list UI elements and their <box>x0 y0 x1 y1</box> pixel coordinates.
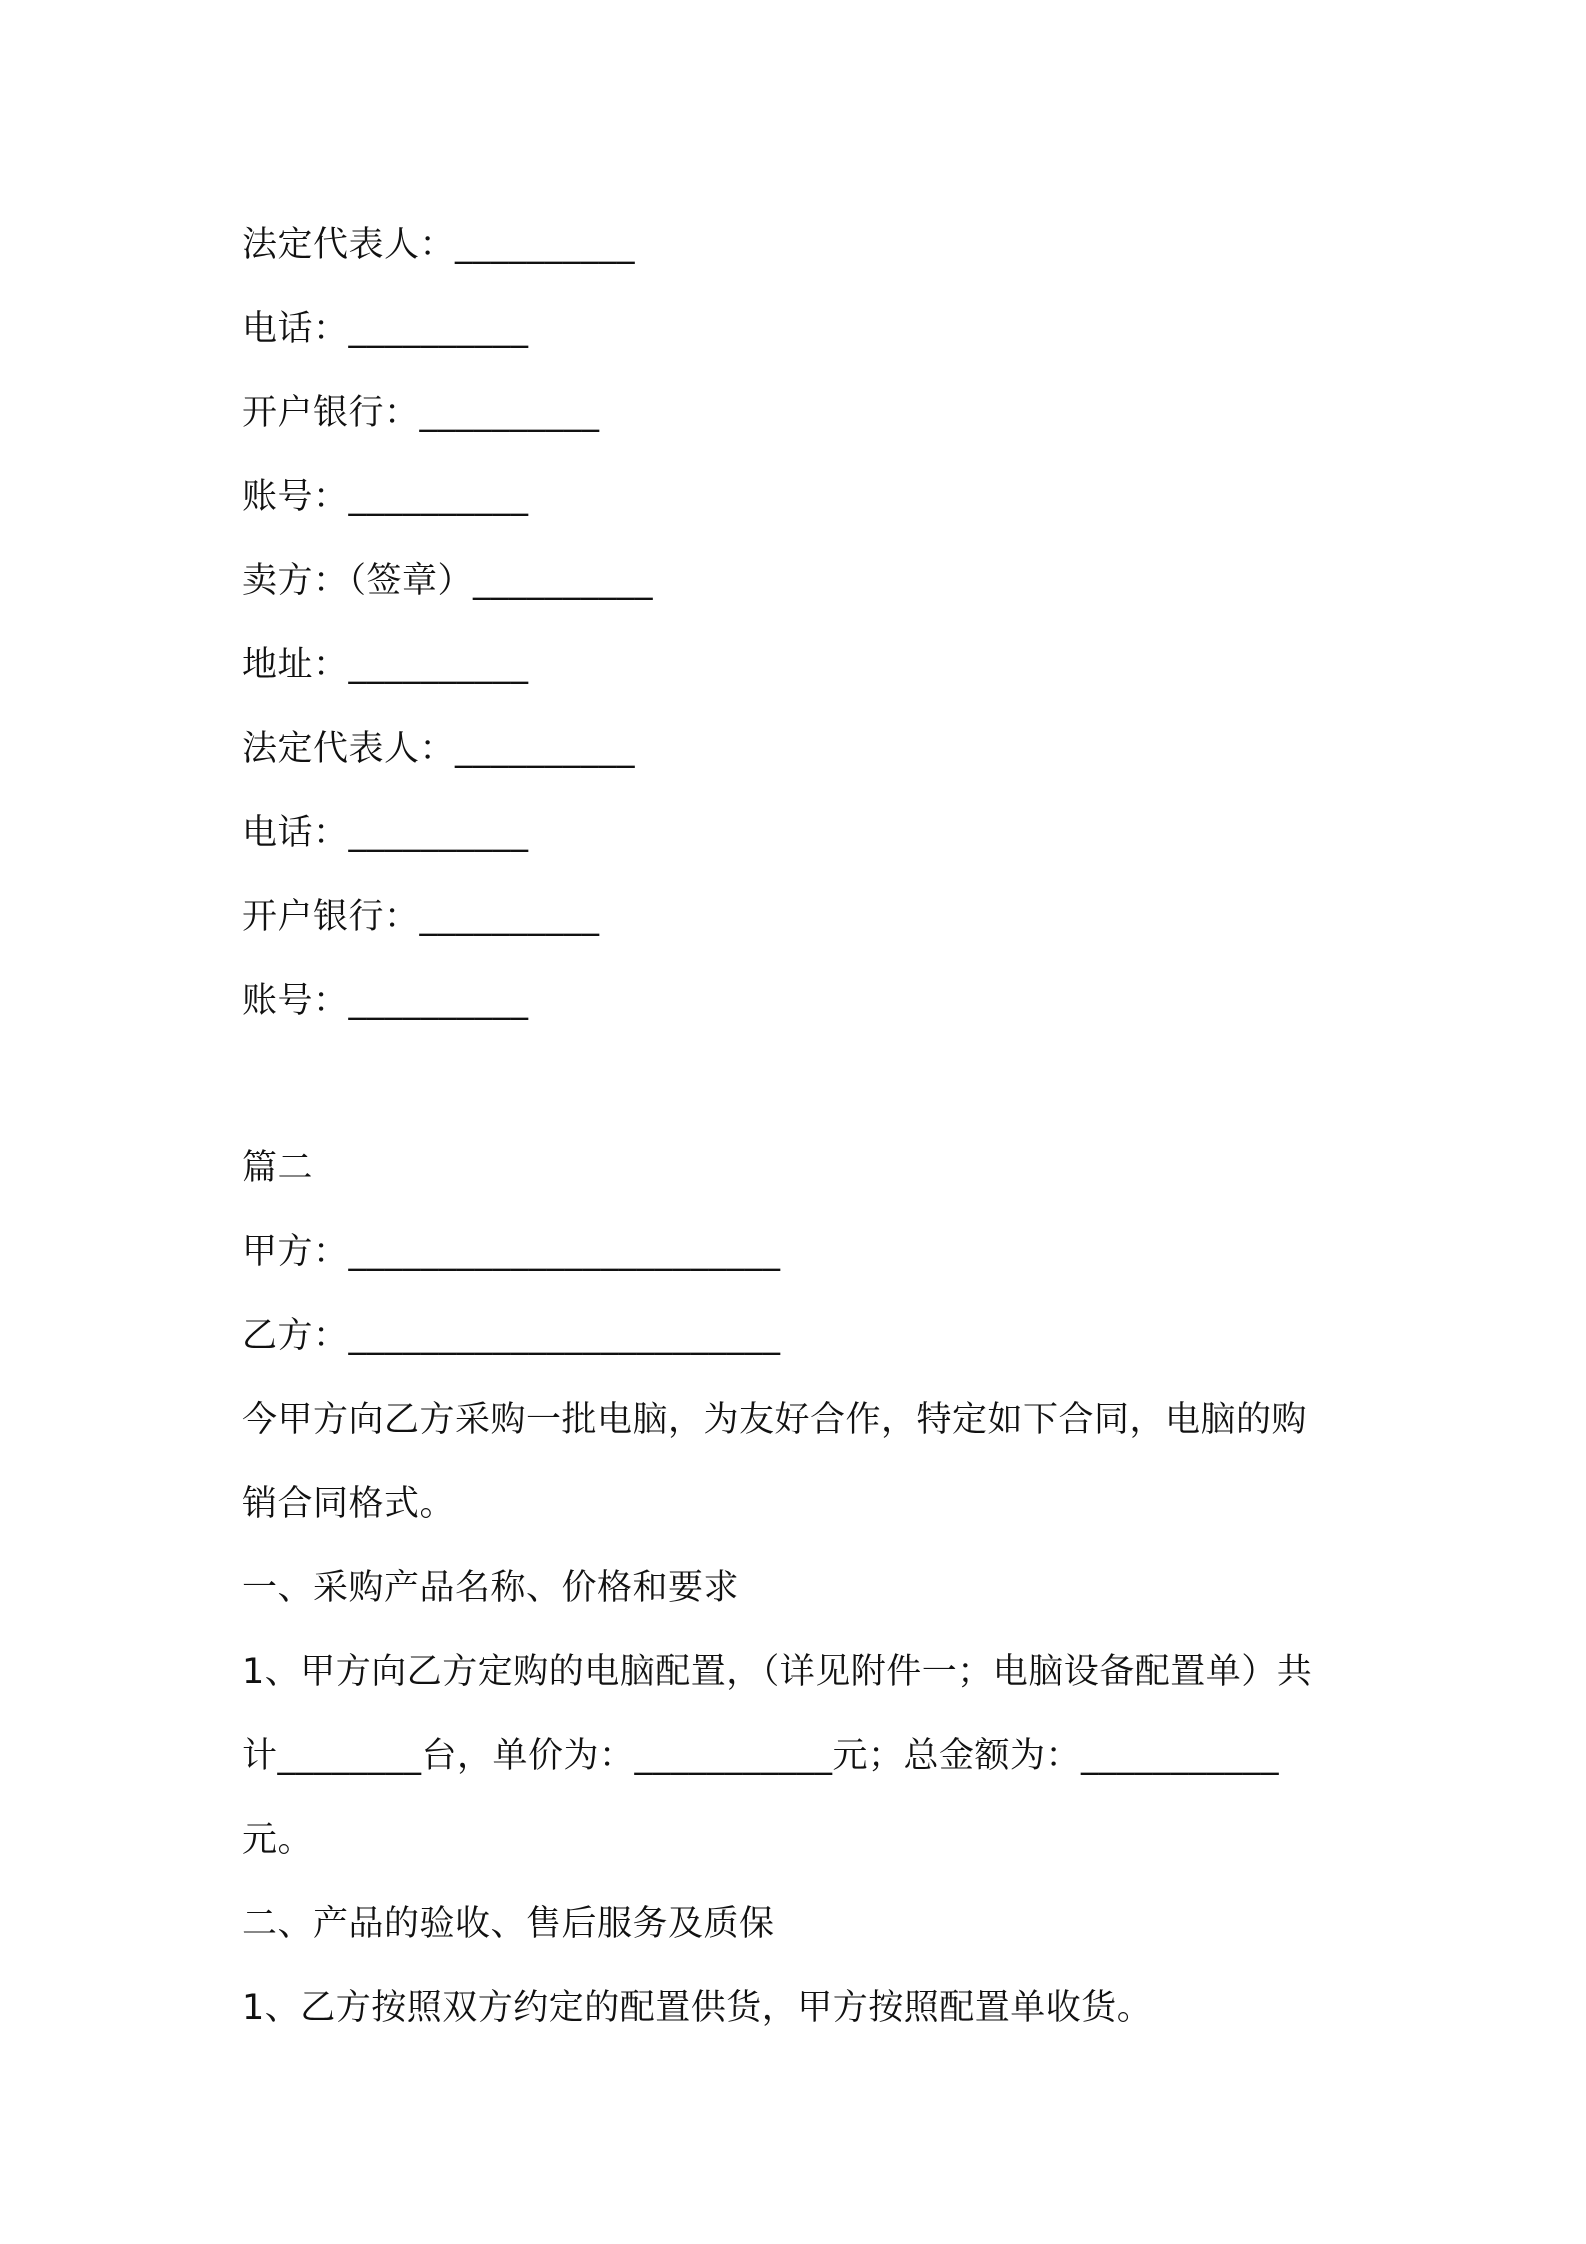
seller-bank-line: 开户银行：__________ <box>242 897 600 937</box>
seller-account-line: 账号：__________ <box>242 981 529 1021</box>
seller-signature-line: 卖方：（签章）__________ <box>242 561 654 601</box>
seller-phone-line: 电话：__________ <box>242 813 529 853</box>
clause-1-title: 一、采购产品名称、价格和要求 <box>242 1568 740 1608</box>
seller-legal-rep-line: 法定代表人：__________ <box>242 729 636 769</box>
party-b-line: 乙方：________________________ <box>242 1316 781 1356</box>
clause-1-item-1-line-3: 元。 <box>242 1820 314 1860</box>
clause-2-item-1: 1、乙方按照双方约定的配置供货，甲方按照配置单收货。 <box>242 1988 1153 2028</box>
party-a-line: 甲方：________________________ <box>242 1232 781 1272</box>
address-line: 地址：__________ <box>242 645 529 685</box>
document-content <box>242 203 1362 2050</box>
phone-line: 电话：__________ <box>242 309 529 349</box>
clause-1-item-1-line-1: 1、甲方向乙方定购的电脑配置，（详见附件一；电脑设备配置单）共 <box>242 1652 1313 1692</box>
section-heading: 篇二 <box>242 1148 314 1188</box>
legal-rep-line: 法定代表人：__________ <box>242 225 636 265</box>
account-line: 账号：__________ <box>242 477 529 517</box>
clause-2-title: 二、产品的验收、售后服务及质保 <box>242 1904 775 1944</box>
intro-line-2: 销合同格式。 <box>242 1484 456 1524</box>
clause-1-item-1-line-2: 计________台，单价为：___________元；总金额为：___________ <box>242 1736 1280 1776</box>
section-gap <box>242 1043 1362 1126</box>
bank-line: 开户银行：__________ <box>242 393 600 433</box>
intro-line-1: 今甲方向乙方采购一批电脑，为友好合作，特定如下合同，电脑的购 <box>242 1400 1308 1440</box>
